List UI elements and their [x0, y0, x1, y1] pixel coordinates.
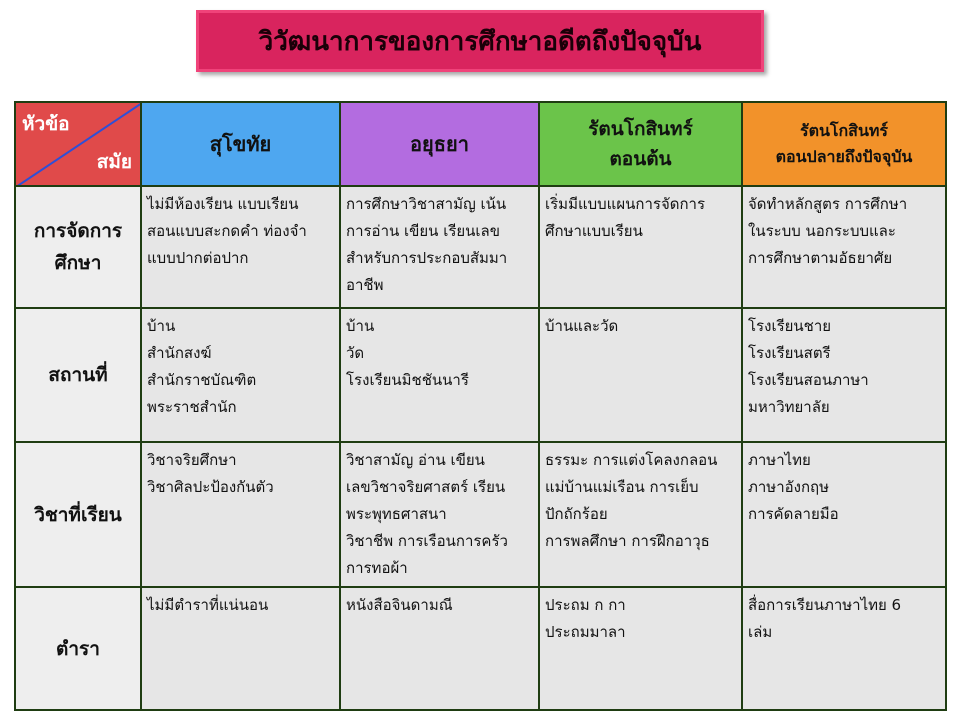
table-cell: ประถม ก กา ประถมมาลา [539, 587, 742, 710]
row-header-textbooks: ตำรา [15, 587, 141, 710]
column-header-rattanakosin-late: รัตนโกสินทร์ ตอนปลายถึงปัจจุบัน [742, 102, 946, 186]
table-row [15, 308, 946, 442]
education-comparison-table [14, 101, 947, 711]
column-header-rattanakosin-early: รัตนโกสินทร์ ตอนต้น [539, 102, 742, 186]
table-cell: สื่อการเรียนภาษาไทย 6 เล่ม [742, 587, 946, 710]
table-cell: บ้านและวัด [539, 308, 742, 442]
row-header-place: สถานที่ [15, 308, 141, 442]
table-cell: บ้าน วัด โรงเรียนมิชชันนารี [340, 308, 539, 442]
table-cell: ไม่มีตำราที่แน่นอน [141, 587, 340, 710]
row-header-management: การจัดการ ศึกษา [15, 186, 141, 308]
table-cell: จัดทำหลักสูตร การศึกษา ในระบบ นอกระบบและ การศึกษาตามอัธยาศัย [742, 186, 946, 308]
table-cell: ไม่มีห้องเรียน แบบเรียน สอนแบบสะกดคำ ท่องจำ แบบปากต่อปาก [141, 186, 340, 308]
table-cell: การศึกษาวิชาสามัญ เน้น การอ่าน เขียน เรียนเลข สำหรับการประกอบสัมมา อาชีพ [340, 186, 539, 308]
column-header-ayutthaya: อยุธยา [340, 102, 539, 186]
table-cell: ธรรมะ การแต่งโคลงกลอน แม่บ้านแม่เรือน การเย็บ ปักถักร้อย การพลศึกษา การฝึกอาวุธ [539, 442, 742, 587]
page-title: วิวัฒนาการของการศึกษาอดีตถึงปัจจุบัน [196, 10, 764, 72]
corner-topic-label: หัวข้อ [22, 113, 70, 135]
table-cell: ภาษาไทย ภาษาอังกฤษ การคัดลายมือ [742, 442, 946, 587]
table-cell: บ้าน สำนักสงฆ์ สำนักราชบัณฑิต พระราชสำนัก [141, 308, 340, 442]
table-row [15, 186, 946, 308]
table-cell: โรงเรียนชาย โรงเรียนสตรี โรงเรียนสอนภาษา มหาวิทยาลัย [742, 308, 946, 442]
corner-header-cell [15, 102, 141, 186]
row-header-subjects: วิชาที่เรียน [15, 442, 141, 587]
corner-era-label: สมัย [96, 151, 132, 173]
table-cell: เริ่มมีแบบแผนการจัดการ ศึกษาแบบเรียน [539, 186, 742, 308]
table-cell: วิชาสามัญ อ่าน เขียน เลขวิชาจริยศาสตร์ เรียน พระพุทธศาสนา วิชาชีพ การเรือนการครัว การทอผ้า [340, 442, 539, 587]
table-cell: หนังสือจินดามณี [340, 587, 539, 710]
table-cell: วิชาจริยศึกษา วิชาศิลปะป้องกันตัว [141, 442, 340, 587]
header-row [15, 102, 946, 186]
table-row [15, 587, 946, 710]
table-row [15, 442, 946, 587]
column-header-sukhothai: สุโขทัย [141, 102, 340, 186]
